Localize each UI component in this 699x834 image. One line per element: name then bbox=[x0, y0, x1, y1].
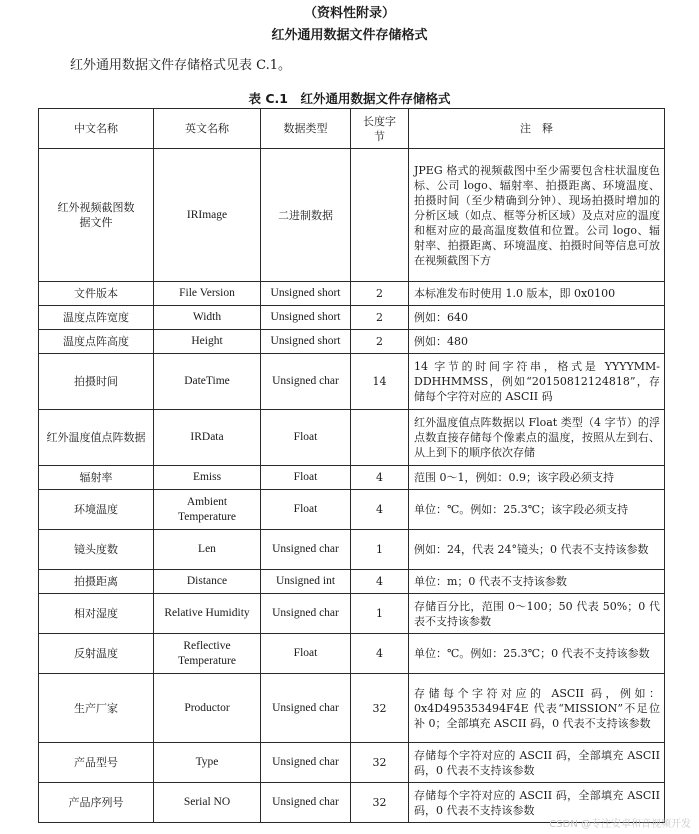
cell-cn: 相对湿度 bbox=[39, 594, 154, 634]
cell-type: Unsigned char bbox=[261, 594, 351, 634]
cell-type: Float bbox=[261, 466, 351, 490]
cell-en: Reflective Temperature bbox=[154, 634, 261, 674]
cell-len: 32 bbox=[351, 743, 409, 783]
cell-type: Unsigned char bbox=[261, 354, 351, 410]
cell-note: 单位：m；0 代表不支持该参数 bbox=[409, 570, 665, 594]
cell-note: 存储每个字符对应的 ASCII 码，全部填充 ASCII 码，0 代表不支持该参数 bbox=[409, 783, 665, 823]
col-header-type: 数据类型 bbox=[261, 109, 351, 149]
cell-note: 存储每个字符对应的 ASCII 码，全部填充 ASCII 码，0 代表不支持该参数 bbox=[409, 743, 665, 783]
cell-type: Unsigned short bbox=[261, 306, 351, 330]
cell-type: Unsigned char bbox=[261, 530, 351, 570]
col-header-en: 英文名称 bbox=[154, 109, 261, 149]
table-row bbox=[39, 490, 665, 530]
cell-cn: 产品序列号 bbox=[39, 783, 154, 823]
cell-len: 2 bbox=[351, 330, 409, 354]
cell-type: Unsigned int bbox=[261, 570, 351, 594]
cell-type: Unsigned short bbox=[261, 282, 351, 306]
cell-cn: 温度点阵高度 bbox=[39, 330, 154, 354]
cell-en: Len bbox=[154, 530, 261, 570]
cell-type: Unsigned char bbox=[261, 674, 351, 743]
cell-cn: 文件版本 bbox=[39, 282, 154, 306]
cell-len: 4 bbox=[351, 634, 409, 674]
cell-cn: 生产厂家 bbox=[39, 674, 154, 743]
cell-note: 例如：480 bbox=[409, 330, 665, 354]
col-header-len: 长度字节 bbox=[351, 109, 409, 149]
table-row bbox=[39, 466, 665, 490]
cell-en: Emiss bbox=[154, 466, 261, 490]
table-row bbox=[39, 410, 665, 466]
cell-len: 1 bbox=[351, 530, 409, 570]
table-row bbox=[39, 282, 665, 306]
format-table bbox=[38, 108, 665, 823]
table-row bbox=[39, 674, 665, 743]
cell-en: IRData bbox=[154, 410, 261, 466]
table-row bbox=[39, 330, 665, 354]
table-row bbox=[39, 149, 665, 282]
cell-len bbox=[351, 149, 409, 282]
table-row bbox=[39, 306, 665, 330]
table-row bbox=[39, 594, 665, 634]
cell-cn: 辐射率 bbox=[39, 466, 154, 490]
cell-note: 范围 0～1，例如：0.9；该字段必须支持 bbox=[409, 466, 665, 490]
col-header-note: 注 释 bbox=[409, 109, 665, 149]
cell-cn: 镜头度数 bbox=[39, 530, 154, 570]
table-row bbox=[39, 570, 665, 594]
cell-en: Productor bbox=[154, 674, 261, 743]
cell-len: 4 bbox=[351, 570, 409, 594]
cell-note: 存储百分比，范围 0～100；50 代表 50%；0 代表不支持该参数 bbox=[409, 594, 665, 634]
table-header-row bbox=[39, 109, 665, 149]
table-row bbox=[39, 634, 665, 674]
intro-text: 红外通用数据文件存储格式见表 C.1。 bbox=[70, 58, 292, 73]
cell-note: 红外温度值点阵数据以 Float 类型（4 字节）的浮点数直接存储每个像素点的温度，按照从左到右、从上到下的顺序依次存储 bbox=[409, 410, 665, 466]
table-row bbox=[39, 743, 665, 783]
cell-note: 例如：24，代表 24°镜头；0 代表不支持该参数 bbox=[409, 530, 665, 570]
cell-en: Distance bbox=[154, 570, 261, 594]
cell-len: 14 bbox=[351, 354, 409, 410]
cell-type: Unsigned short bbox=[261, 330, 351, 354]
cell-type: 二进制数据 bbox=[261, 149, 351, 282]
cell-type: Float bbox=[261, 634, 351, 674]
col-header-cn: 中文名称 bbox=[39, 109, 154, 149]
cell-note: 单位：℃。例如：25.3℃；0 代表不支持该参数 bbox=[409, 634, 665, 674]
cell-en: Serial NO bbox=[154, 783, 261, 823]
cell-cn: 拍摄距离 bbox=[39, 570, 154, 594]
cell-cn: 反射温度 bbox=[39, 634, 154, 674]
cell-len: 1 bbox=[351, 594, 409, 634]
cell-type: Float bbox=[261, 490, 351, 530]
cell-type: Float bbox=[261, 410, 351, 466]
cell-en: Width bbox=[154, 306, 261, 330]
cell-en: Height bbox=[154, 330, 261, 354]
table-row bbox=[39, 354, 665, 410]
cell-en: DateTime bbox=[154, 354, 261, 410]
cell-len: 32 bbox=[351, 783, 409, 823]
cell-len: 2 bbox=[351, 306, 409, 330]
cell-en: Type bbox=[154, 743, 261, 783]
cell-cn: 红外视频截图数据文件 bbox=[39, 149, 154, 282]
cell-cn: 环境温度 bbox=[39, 490, 154, 530]
appendix-note: （资料性附录） bbox=[303, 6, 395, 21]
cell-en: IRImage bbox=[154, 149, 261, 282]
cell-len bbox=[351, 410, 409, 466]
cell-len: 2 bbox=[351, 282, 409, 306]
cell-note: 存储每个字符对应的 ASCII 码，例如：0x4D495353494F4E 代表“MISSION”不足位补 0；全部填充 ASCII 码，0 代表不支持该参数 bbox=[409, 674, 665, 743]
cell-note: 单位：℃。例如：25.3℃；该字段必须支持 bbox=[409, 490, 665, 530]
cell-cn: 拍摄时间 bbox=[39, 354, 154, 410]
cell-note: 本标准发布时使用 1.0 版本，即 0x0100 bbox=[409, 282, 665, 306]
cell-en: File Version bbox=[154, 282, 261, 306]
cell-len: 4 bbox=[351, 490, 409, 530]
cell-type: Unsigned char bbox=[261, 743, 351, 783]
section-title: 红外通用数据文件存储格式 bbox=[271, 28, 428, 43]
cell-len: 4 bbox=[351, 466, 409, 490]
watermark: CSDN @专注安卓和音视频开发 bbox=[549, 819, 691, 830]
cell-note: JPEG 格式的视频截图中至少需要包含柱状温度色标、公司 logo、辐射率、拍摄距离、环境温度、拍摄时间（至少精确到分钟）、现场拍摄时增加的分析区域（如点、框等分析区域）及点对应的温度和框对应的最高温度数值和位置。公司 logo、辐射率、拍摄距离、环境温度、拍摄时间等信息可放在视频截图下方 bbox=[409, 149, 665, 282]
table-caption: 表 C.1 红外通用数据文件存储格式 bbox=[248, 91, 451, 106]
cell-note: 14 字节的时间字符串，格式是 YYYYMM-DDHHMMSS，例如“20150812124818”，存储每个字符对应的 ASCII 码 bbox=[409, 354, 665, 410]
cell-note: 例如：640 bbox=[409, 306, 665, 330]
cell-len: 32 bbox=[351, 674, 409, 743]
cell-en: Relative Humidity bbox=[154, 594, 261, 634]
cell-cn: 温度点阵宽度 bbox=[39, 306, 154, 330]
cell-type: Unsigned char bbox=[261, 783, 351, 823]
cell-cn: 产品型号 bbox=[39, 743, 154, 783]
table-row bbox=[39, 530, 665, 570]
cell-en: Ambient Temperature bbox=[154, 490, 261, 530]
cell-cn: 红外温度值点阵数据 bbox=[39, 410, 154, 466]
